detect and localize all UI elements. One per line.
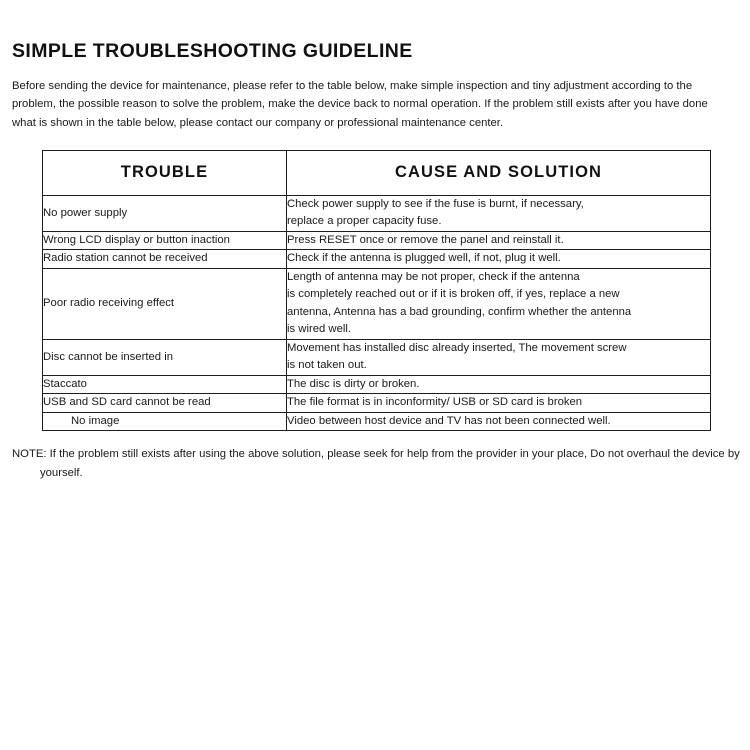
note-text: NOTE: If the problem still exists after using the above solution, please seek for help from the provider in your place, Do not overhaul the device by: [12, 448, 740, 461]
cell-trouble: Poor radio receiving effect: [43, 268, 287, 339]
cell-cause: [287, 339, 711, 375]
page-title: SIMPLE TROUBLESHOOTING GUIDELINE: [12, 40, 413, 62]
cell-cause: [287, 394, 711, 413]
cause-line: Check if the antenna is plugged well, if not, plug it well.: [287, 252, 561, 265]
troubleshooting-table: [42, 150, 711, 432]
cell-trouble: Radio station cannot be received: [43, 250, 287, 269]
table-row: [43, 339, 711, 375]
cause-line: Press RESET once or remove the panel and reinstall it.: [287, 233, 564, 246]
cause-line: Length of antenna may be not proper, check if the antenna: [287, 270, 580, 283]
cell-trouble: Wrong LCD display or button inaction: [43, 231, 287, 250]
column-header-trouble: TROUBLE: [43, 150, 287, 195]
cell-trouble: Disc cannot be inserted in: [43, 339, 287, 375]
note-paragraph: [12, 445, 742, 482]
cell-cause: [287, 268, 711, 339]
cell-cause: [287, 195, 711, 231]
table-row: [43, 268, 711, 339]
cell-trouble: USB and SD card cannot be read: [43, 394, 287, 413]
cell-trouble: Staccato: [43, 375, 287, 394]
cause-line: antenna, Antenna has a bad grounding, confirm whether the antenna: [287, 305, 632, 318]
table-row: [43, 412, 711, 431]
cause-line: Movement has installed disc already inserted, The movement screw: [287, 341, 627, 354]
cause-line: replace a proper capacity fuse.: [287, 215, 442, 228]
cause-line: Video between host device and TV has not been connected well.: [287, 414, 611, 427]
table-row: [43, 394, 711, 413]
cause-line: The disc is dirty or broken.: [287, 377, 420, 390]
intro-paragraph: Before sending the device for maintenance, please refer to the table below, make simple inspection and tiny adjustment according to the problem, the possible reason to solve the problem, make the device back to normal operation. If the problem still exists after you have done what is shown in the table below, please contact our company or professional maintenance center.: [12, 80, 708, 129]
cell-trouble: No image: [43, 412, 287, 431]
cause-line: is not taken out.: [287, 359, 367, 372]
table-header-row: [43, 150, 711, 195]
table-row: [43, 250, 711, 269]
table-row: [43, 375, 711, 394]
table-row: [43, 195, 711, 231]
cell-cause: [287, 231, 711, 250]
cell-cause: [287, 250, 711, 269]
cause-line: is completely reached out or if it is broken off, if yes, replace a new: [287, 288, 620, 301]
column-header-cause: CAUSE AND SOLUTION: [287, 150, 711, 195]
cause-line: The file format is in inconformity/ USB or SD card is broken: [287, 396, 583, 409]
note-text-continued: yourself.: [40, 466, 83, 479]
table-row: [43, 231, 711, 250]
cause-line: Check power supply to see if the fuse is burnt, if necessary,: [287, 197, 584, 210]
cell-cause: [287, 375, 711, 394]
cell-cause: [287, 412, 711, 431]
cell-trouble: No power supply: [43, 195, 287, 231]
cause-line: is wired well.: [287, 323, 352, 336]
